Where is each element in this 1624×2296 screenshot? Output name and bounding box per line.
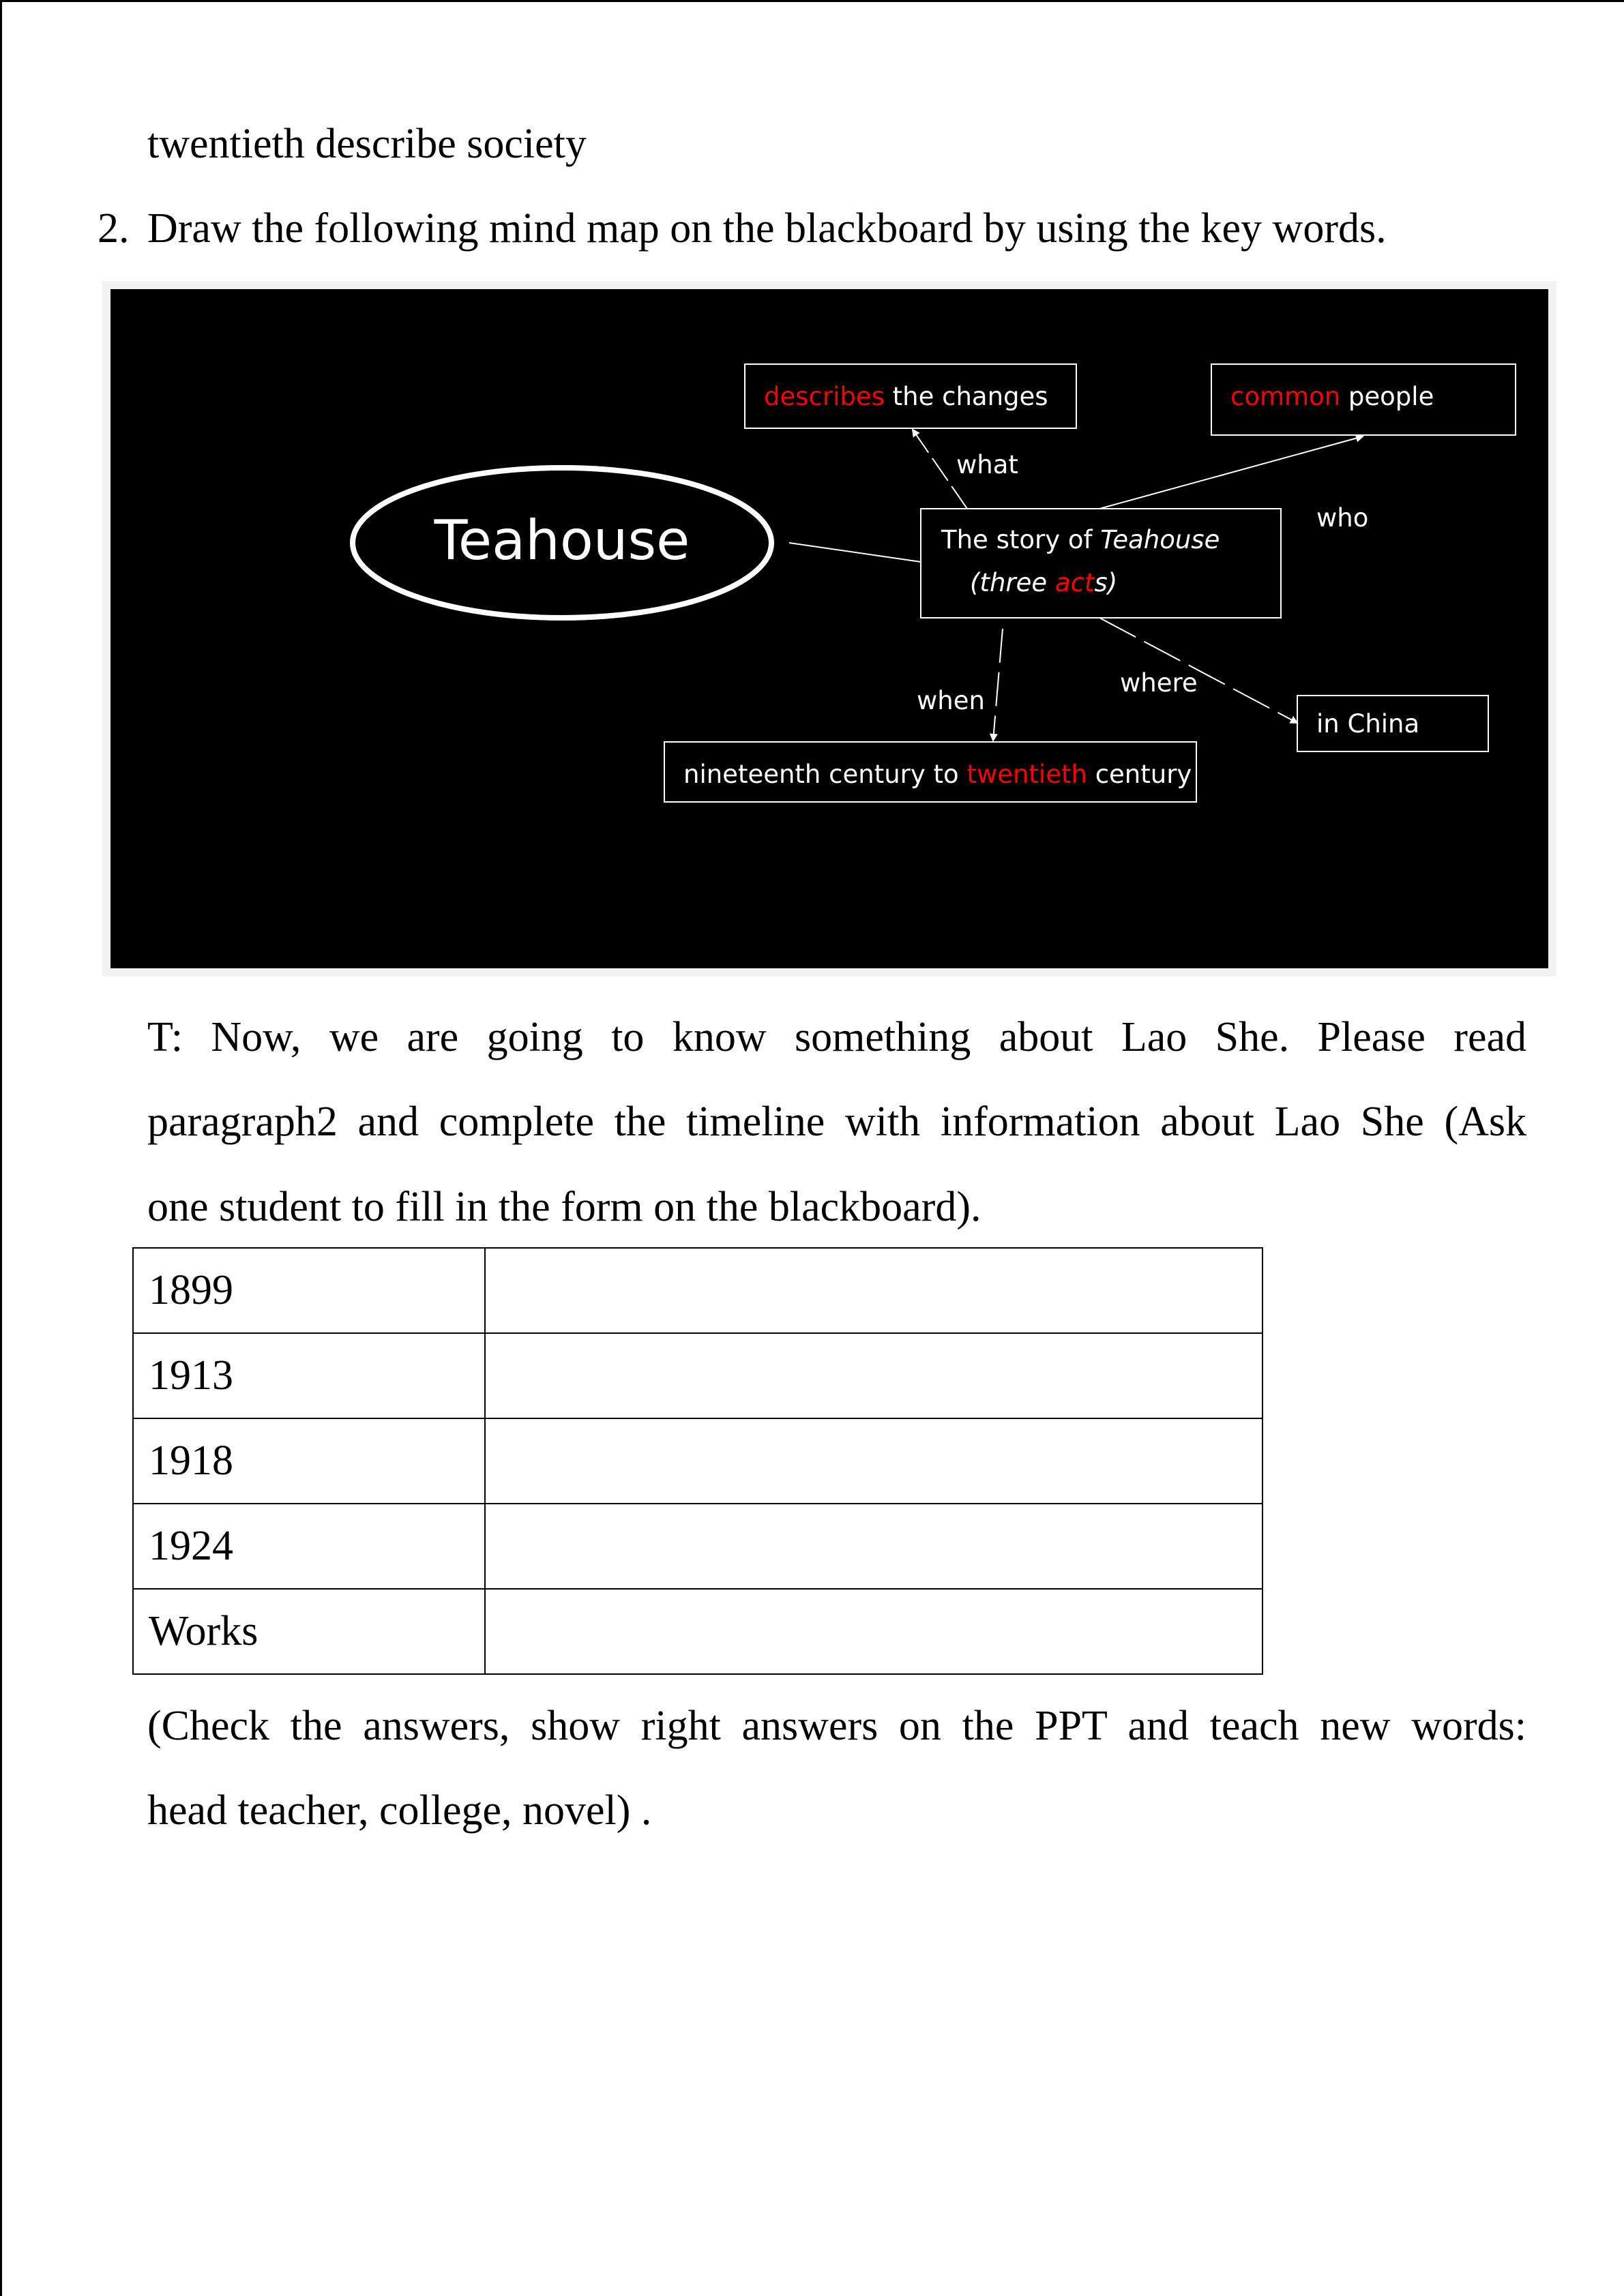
- mind-map-svg: [110, 289, 1548, 968]
- year-cell: Works: [133, 1589, 485, 1674]
- table-row: [133, 1418, 1263, 1504]
- lao-she-timeline-table: [132, 1247, 1263, 1675]
- step-2-instruction: Draw the following mind map on the blackboard by using the key words.: [147, 205, 1387, 252]
- year-cell: 1913: [133, 1333, 485, 1418]
- answer-cell[interactable]: [485, 1589, 1263, 1674]
- label-who: who: [1316, 503, 1369, 533]
- paragraph-1-line-2: paragraph2 and complete the timeline with information about Lao She (Ask: [147, 1099, 1526, 1145]
- what-box-text: describes the changes: [764, 382, 1048, 411]
- paragraph-1-line-1: T: Now, we are going to know something about Lao She. Please read: [147, 1014, 1526, 1060]
- paragraph-2-line-1: (Check the answers, show right answers on the PPT and teach new words:: [147, 1703, 1526, 1749]
- mind-map-blackboard: [110, 289, 1548, 968]
- year-cell: 1924: [133, 1504, 485, 1589]
- label-when: when: [917, 686, 985, 715]
- table-row: [133, 1589, 1263, 1674]
- page-left-border: [0, 0, 2, 2296]
- paragraph-2-line-2: head teacher, college, novel) .: [147, 1787, 652, 1834]
- step-2-number: 2.: [98, 205, 130, 252]
- answer-cell[interactable]: [485, 1248, 1263, 1333]
- who-box-text: common people: [1230, 382, 1434, 411]
- year-cell: 1918: [133, 1418, 485, 1504]
- label-what: what: [956, 450, 1018, 479]
- answer-cell[interactable]: [485, 1333, 1263, 1418]
- table-row: [133, 1248, 1263, 1333]
- table-row: [133, 1333, 1263, 1418]
- teahouse-title: Teahouse: [434, 508, 690, 572]
- page-top-border: [0, 0, 1624, 2]
- ellipse-connector: [789, 543, 921, 562]
- year-cell: 1899: [133, 1248, 485, 1333]
- keywords-line: twentieth describe society: [147, 121, 587, 167]
- who-arrow: [1099, 436, 1363, 509]
- paragraph-1-line-3: one student to fill in the form on the blackboard).: [147, 1184, 981, 1230]
- when-arrow: [993, 629, 1003, 741]
- answer-cell[interactable]: [485, 1504, 1263, 1589]
- when-box-text: nineteenth century to twentieth century: [683, 760, 1192, 789]
- answer-cell[interactable]: [485, 1418, 1263, 1504]
- where-box-text: in China: [1316, 709, 1420, 739]
- label-where: where: [1120, 668, 1198, 698]
- story-box-line1: The story of Teahouse: [941, 525, 1220, 554]
- story-box-line2: (three acts): [970, 568, 1118, 597]
- table-row: [133, 1504, 1263, 1589]
